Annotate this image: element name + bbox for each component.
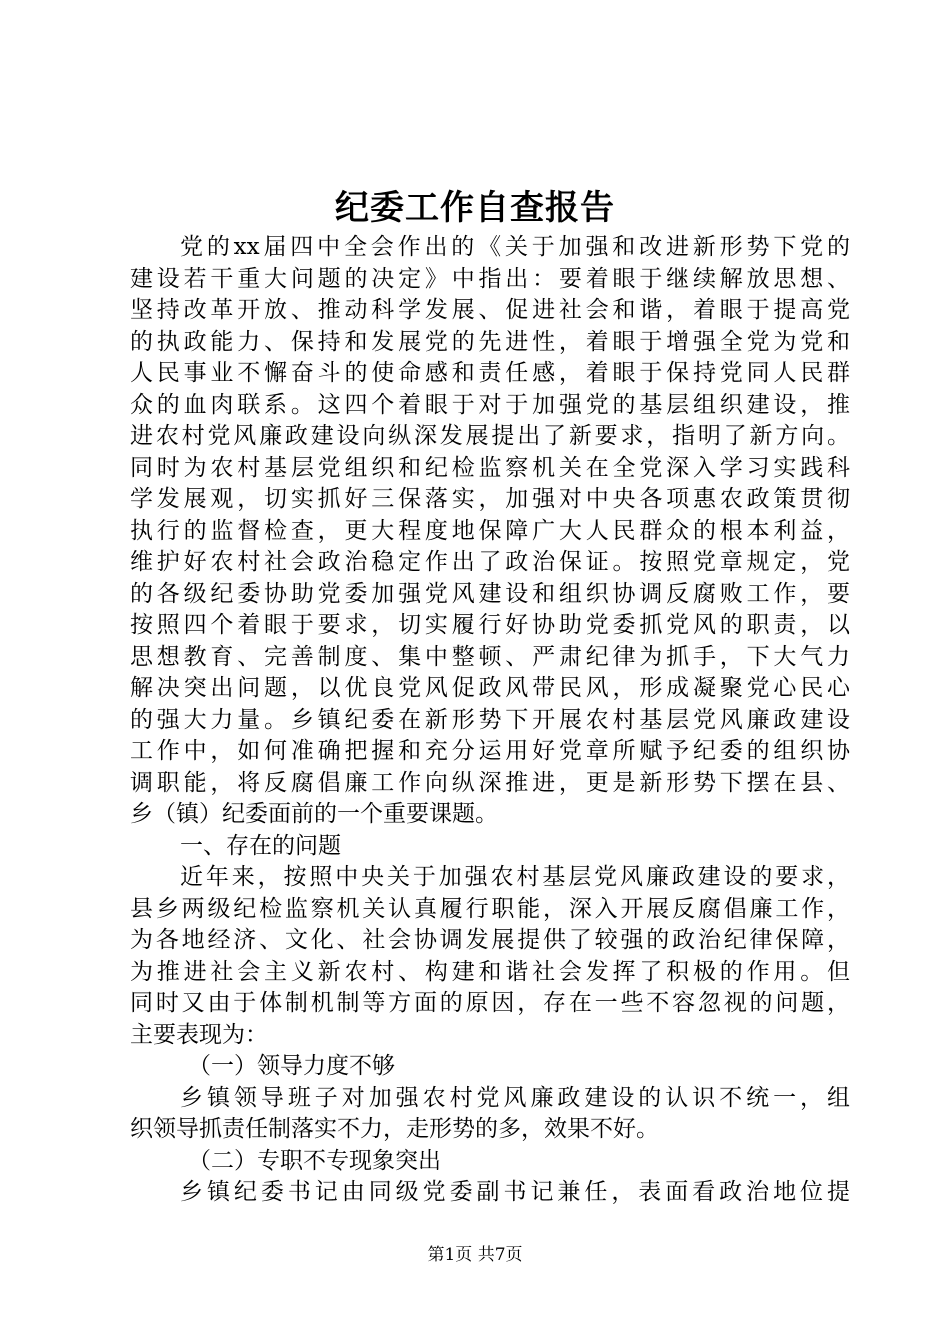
paragraph-1-line: 进农村党风廉政建设向纵深发展提出了新要求，指明了新方向。 — [130, 423, 850, 449]
paragraph-1-line: 的各级纪委协助党委加强党风建设和组织协调反腐败工作，要 — [130, 580, 850, 607]
paragraph-1-line: 众的血肉联系。这四个着眼于对于加强党的基层组织建设，推 — [130, 391, 850, 418]
paragraph-1-line: 同时为农村基层党组织和纪检监察机关在全党深入学习实践科 — [130, 454, 850, 481]
paragraph-1-line: 学发展观，切实抓好三保落实，加强对中央各项惠农政策贯彻 — [130, 486, 850, 512]
paragraph-1-line: 乡（镇）纪委面前的一个重要课题。 — [130, 801, 498, 827]
paragraph-2-line: 主要表现为： — [130, 1021, 268, 1048]
paragraph-1-line: 人民事业不懈奋斗的使命感和责任感，着眼于保持党同人民群 — [130, 360, 850, 386]
section-heading: 一、存在的问题 — [180, 832, 341, 859]
subsection-heading: （二）专职不专现象突出 — [188, 1147, 441, 1174]
paragraph-2-line: 县乡两级纪检监察机关认真履行职能，深入开展反腐倡廉工作， — [130, 895, 850, 922]
paragraph-3-line: 织领导抓责任制落实不力，走形势的多，效果不好。 — [130, 1116, 659, 1142]
paragraph-1-line: 执行的监督检查，更大程度地保障广大人民群众的根本利益， — [130, 517, 850, 544]
paragraph-1-line: 建设若干重大问题的决定》中指出：要着眼于继续解放思想、 — [130, 265, 850, 292]
paragraph-2-line: 为各地经济、文化、社会协调发展提供了较强的政治纪律保障， — [130, 927, 850, 953]
subsection-heading: （一）领导力度不够 — [188, 1053, 395, 1079]
paragraph-3-line: 乡镇领导班子对加强农村党风廉政建设的认识不统一，组 — [180, 1084, 850, 1111]
page-number: 第1页 共7页 — [427, 1245, 523, 1265]
paragraph-4-line: 乡镇纪委书记由同级党委副书记兼任，表面看政治地位提 — [180, 1179, 850, 1205]
paragraph-1-line: 党的xx届四中全会作出的《关于加强和改进新形势下党的 — [180, 234, 850, 260]
paragraph-1-line: 的强大力量。乡镇纪委在新形势下开展农村基层党风廉政建设 — [130, 706, 850, 733]
document-body — [130, 232, 850, 1209]
paragraph-1-line: 坚持改革开放、推动科学发展、促进社会和谐，着眼于提高党 — [130, 297, 850, 323]
paragraph-1-line: 解决突出问题，以优良党风促政风带民风，形成凝聚党心民心 — [130, 675, 850, 701]
paragraph-1-line: 调职能，将反腐倡廉工作向纵深推进，更是新形势下摆在县、 — [130, 769, 850, 796]
paragraph-1-line: 思想教育、完善制度、集中整顿、严肃纪律为抓手，下大气力 — [130, 643, 850, 670]
paragraph-2-line: 为推进社会主义新农村、构建和谐社会发挥了积极的作用。但 — [130, 958, 850, 985]
paragraph-1-line: 工作中，如何准确把握和充分运用好党章所赋予纪委的组织协 — [130, 738, 850, 764]
paragraph-1-line: 的执政能力、保持和发展党的先进性，着眼于增强全党为党和 — [130, 328, 850, 355]
paragraph-1-line: 维护好农村社会政治稳定作出了政治保证。按照党章规定，党 — [130, 549, 850, 575]
document-title: 纪委工作自查报告 — [335, 188, 615, 228]
paragraph-1-line: 按照四个着眼于要求，切实履行好协助党委抓党风的职责，以 — [130, 612, 850, 638]
paragraph-2-line: 同时又由于体制机制等方面的原因，存在一些不容忽视的问题， — [130, 990, 850, 1016]
paragraph-2-line: 近年来，按照中央关于加强农村基层党风廉政建设的要求， — [180, 864, 850, 890]
